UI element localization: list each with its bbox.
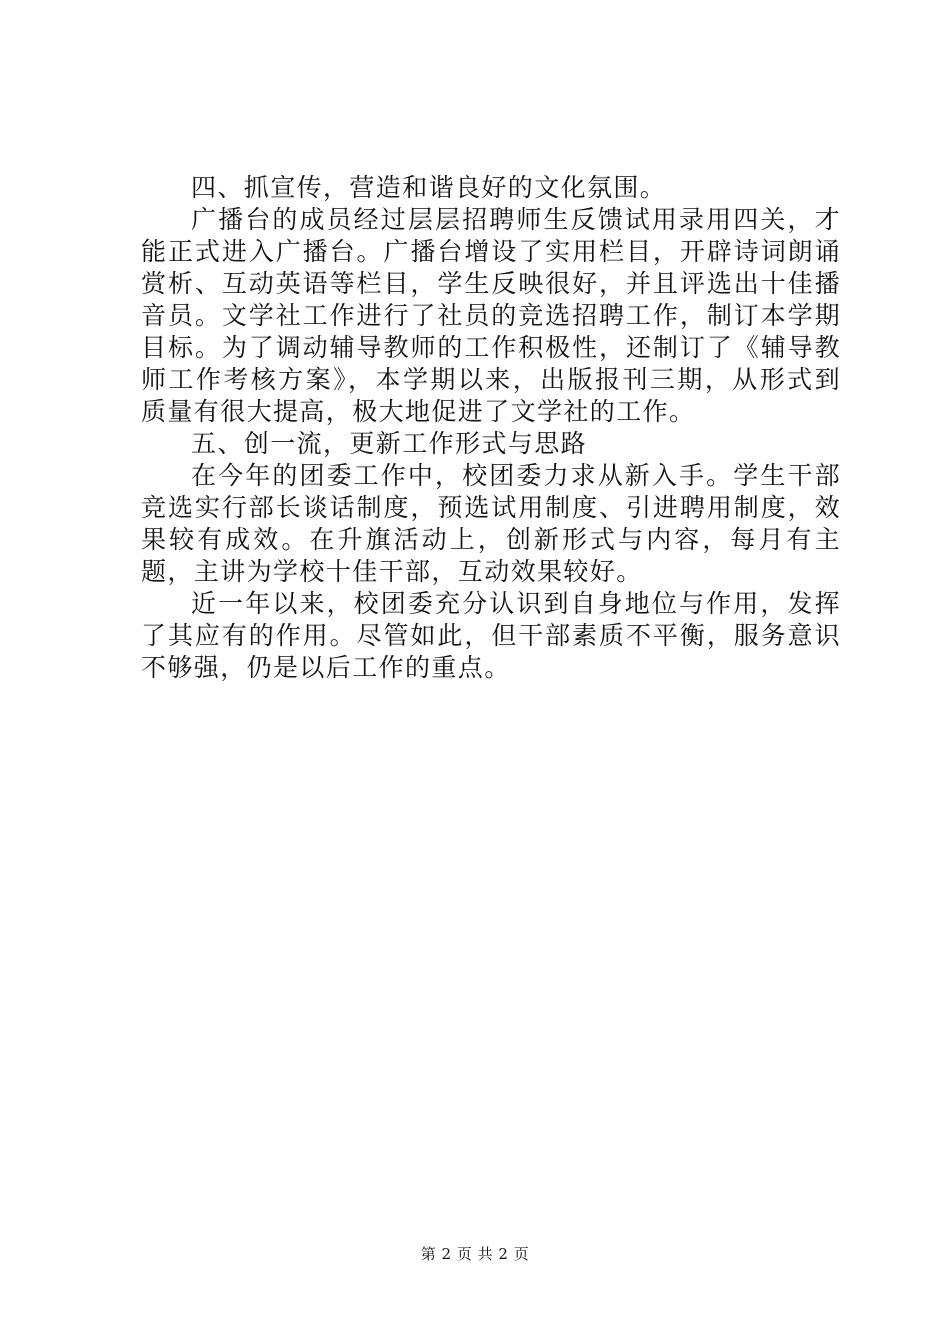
section-heading-4: 四、抓宣传，营造和谐良好的文化氛围。 bbox=[191, 173, 667, 202]
body-paragraph-summary: 近一年以来，校团委充分认识到自身地位与作用，发挥了其应有的作用。尽管如此，但干部素质不平衡，服务意识不够强，仍是以后工作的重点。 bbox=[141, 589, 841, 682]
document-body bbox=[141, 172, 841, 684]
page-footer bbox=[0, 1243, 950, 1264]
page-number-label: 第 2 页 共 2 页 bbox=[420, 1245, 530, 1263]
section-heading-5: 五、创一流，更新工作形式与思路 bbox=[191, 429, 588, 458]
body-paragraph-league-work: 在今年的团委工作中，校团委力求从新入手。学生干部竞选实行部长谈话制度，预选试用制度、引进聘用制度，效果较有成效。在升旗活动上，创新形式与内容，每月有主题，主讲为学校十佳干部，互动效果较好。 bbox=[141, 461, 841, 586]
body-paragraph-broadcast: 广播台的成员经过层层招聘师生反馈试用录用四关，才能正式进入广播台。广播台增设了实用栏目，开辟诗词朗诵赏析、互动英语等栏目，学生反映很好，并且评选出十佳播音员。文学社工作进行了社员的竞选招聘工作，制订本学期目标。为了调动辅导教师的工作积极性，还制订了《辅导教师工作考核方案》，本学期以来，出版报刊三期，从形式到质量有很大提高，极大地促进了文学社的工作。 bbox=[141, 205, 841, 426]
